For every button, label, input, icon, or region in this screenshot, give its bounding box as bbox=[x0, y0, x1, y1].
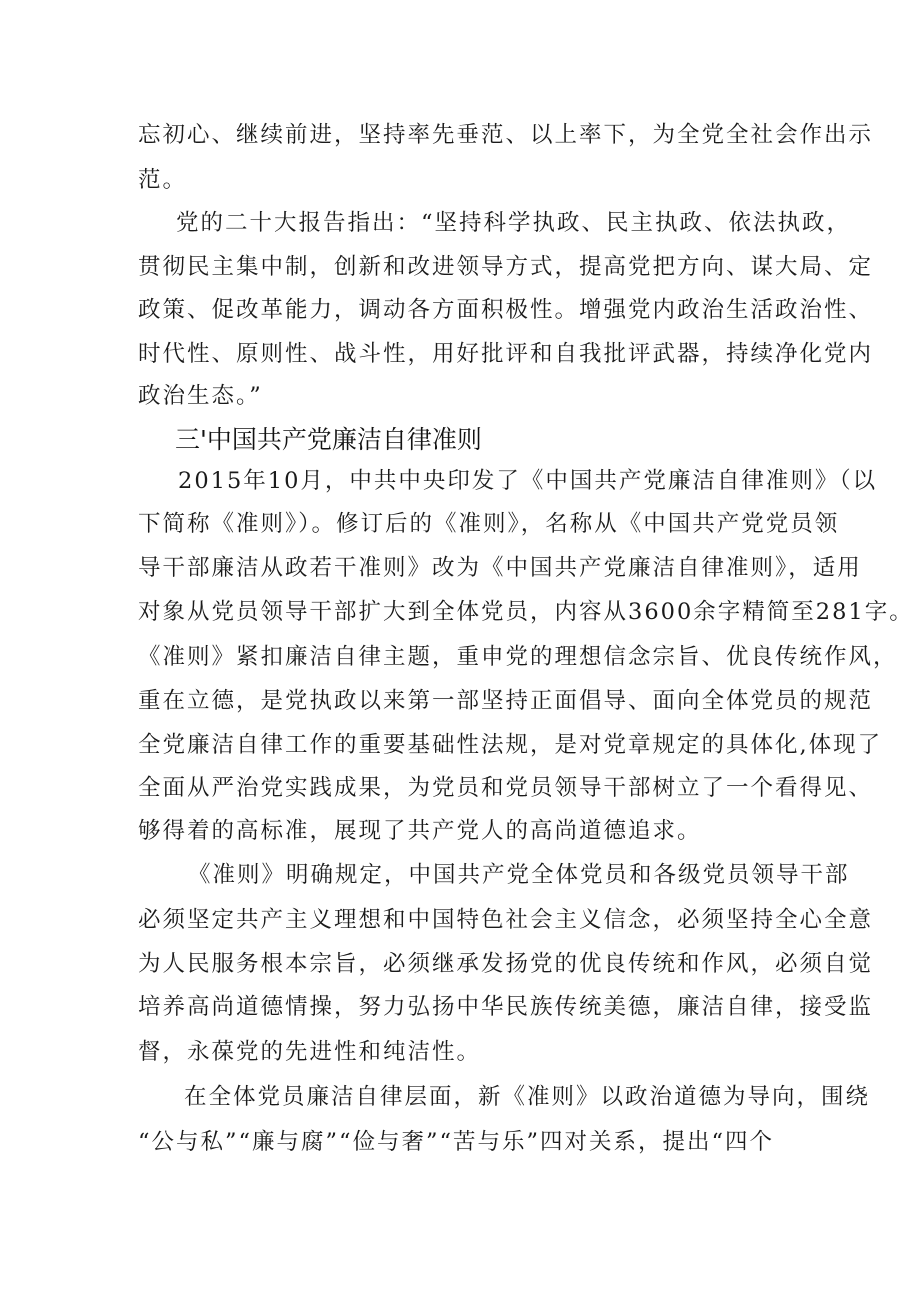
text-line: 时代性、原则性、战斗性，用好批评和自我批评武器，持续净化党内 bbox=[138, 341, 874, 367]
text-line: 为人民服务根本宗旨，必须继承发扬党的优良传统和作风，必须自觉 bbox=[138, 951, 874, 977]
text-line: 政治生态。” bbox=[138, 383, 263, 409]
text-line: 全面从严治党实践成果，为党员和党员领导干部树立了一个看得见、 bbox=[138, 775, 874, 801]
text-line: 全党廉洁自律工作的重要基础性法规，是对党章规定的具体化,体现了 bbox=[138, 732, 883, 758]
text-line: 范。 bbox=[138, 167, 188, 193]
text-line: 《准则》紧扣廉洁自律主题，重申党的理想信念宗旨、优良传统作风， bbox=[138, 644, 898, 670]
text-line: 培养高尚道德情操，努力弘扬中华民族传统美德，廉洁自律，接受监 bbox=[138, 994, 874, 1020]
text-line: 必须坚定共产主义理想和中国特色社会主义信念，必须坚持全心全意 bbox=[138, 907, 874, 933]
text-line: 党的二十大报告指出：“坚持科学执政、民主执政、依法执政， bbox=[176, 210, 852, 236]
text-line: “公与私”“廉与腐”“俭与奢”“苦与乐”四对关系，提出“四个 bbox=[138, 1129, 775, 1155]
text-line: 在全体党员廉洁自律层面，新《准则》以政治道德为导向，围绕 bbox=[184, 1084, 871, 1110]
text-line: 下简称《准则》）。修订后的《准则》，名称从《中国共产党党员领 bbox=[138, 511, 840, 537]
text-line: 政策、促改革能力，调动各方面积极性。增强党内政治生活政治性、 bbox=[138, 297, 874, 323]
text-line: 贯彻民主集中制，创新和改进领导方式，提高党把方向、谋大局、定 bbox=[138, 254, 874, 280]
text-line: 督，永葆党的先进性和纯洁性。 bbox=[138, 1039, 482, 1065]
text-line: 忘初心、继续前进，坚持率先垂范、以上率下，为全党全社会作出示 bbox=[138, 122, 874, 148]
text-line: 重在立德，是党执政以来第一部坚持正面倡导、面向全体党员的规范 bbox=[138, 688, 874, 714]
text-line: 《准则》明确规定，中国共产党全体党员和各级党员领导干部 bbox=[188, 862, 850, 888]
text-line: 2015年10月，中共中央印发了《中国共产党廉洁自律准则》（以 bbox=[178, 468, 878, 494]
section-heading: 三'中国共产党廉洁自律准则 bbox=[175, 425, 482, 454]
text-line: 导干部廉洁从政若干准则》改为《中国共产党廉洁自律准则》，适用 bbox=[138, 555, 862, 581]
text-line: 对象从党员领导干部扩大到全体党员，内容从3600余字精简至281字。 bbox=[138, 599, 914, 625]
text-line: 够得着的高标准，展现了共产党人的高尚道德追求。 bbox=[138, 818, 702, 844]
